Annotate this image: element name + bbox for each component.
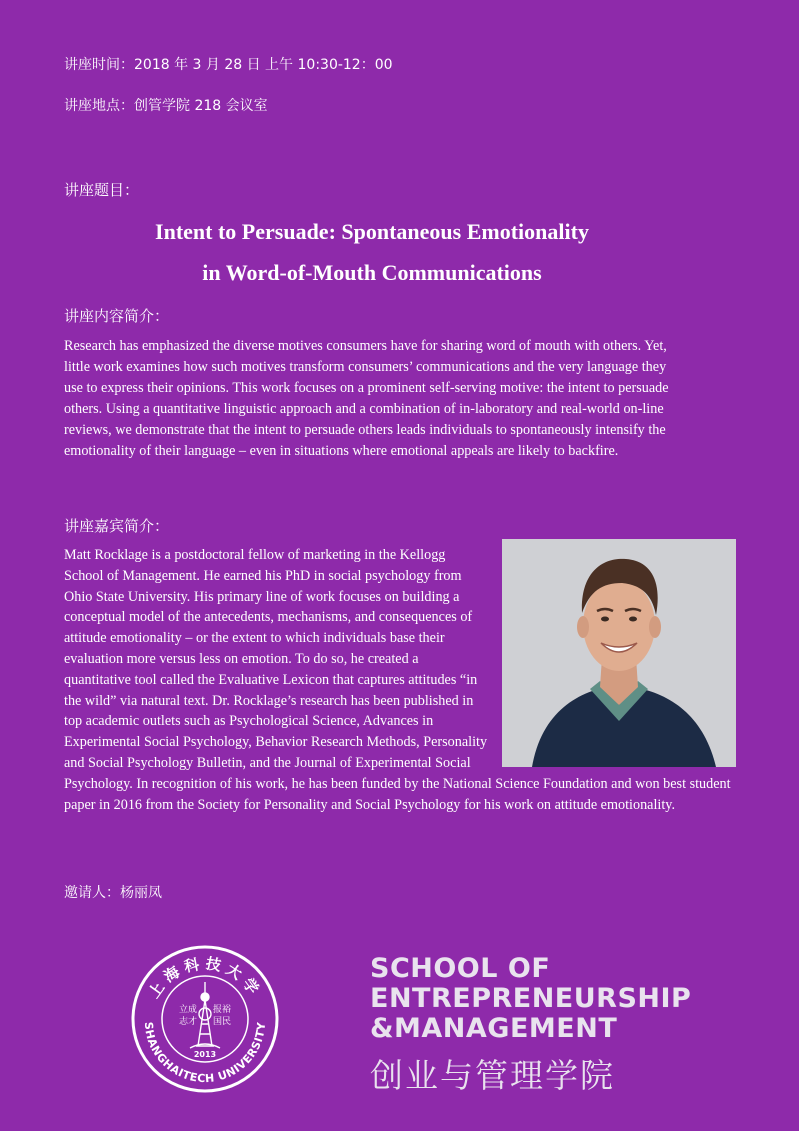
school-en-line3: &MANAGEMENT bbox=[370, 1013, 618, 1044]
seal-motto-left-1: 立成 bbox=[178, 1005, 198, 1015]
bio-section bbox=[64, 545, 736, 815]
seal-en-name: SHANGHAITECH UNIVERSITY bbox=[141, 1021, 269, 1086]
school-en-line2: ENTREPRENEURSHIP bbox=[370, 983, 692, 1014]
school-name-en bbox=[370, 954, 691, 1044]
university-seal-icon bbox=[130, 944, 280, 1098]
seal-year: 2013 bbox=[193, 1050, 217, 1059]
seal-motto-right-2: 国民 bbox=[212, 1017, 232, 1027]
abstract-text: Research has emphasized the diverse motives consumers have for sharing word of mouth with others. Yet, little work examines how such motives transform consumers’ communications and the very language they use to express their opinions. This work focuses on a prominent self-serving motive: the intent to persuade others. Using a quantitative linguistic approach and a combination of in-laboratory and real-world on-line reviews, we demonstrate that the intent to persuade others leads individuals to spontaneously intensify the emotionality of their language – even in situations where emotional appeals are likely to backfire. bbox=[64, 338, 669, 460]
school-en-line1: SCHOOL OF bbox=[370, 953, 551, 984]
bio-text: Matt Rocklage is a postdoctoral fellow of marketing in the Kellogg School of Management. He earned his PhD in social psychology from Ohio State University. His primary line of work focuses on building a conceptual model of the antecedents, mechanisms, and consequences of attitude emotionality – or the extent to which individuals base their evaluation more versus less on emotion. To do so, he created a quantitative tool called the Evaluative Lexicon that captures attitudes “in the wild” via natural text. Dr. Rocklage’s research has been published in top academic outlets such as Psychological Science, Advances in Experimental Social Psychology, Behavior Research Methods, Personality and Social Psychology Bulletin, and the Journal of Experimental Social Psychology. In recognition of his work, he has been funded by the National Science Foundation and won best student paper in 2016 from the Society for Personality and Social Psychology for his work on attitude emotionality. bbox=[64, 547, 731, 813]
lecture-time: 讲座时间：2018 年 3 月 28 日 上午 10:30-12：00 bbox=[64, 57, 393, 73]
seal-cn-name: 上海科技大学 bbox=[144, 954, 266, 1002]
seal-motto-right-1: 报裕 bbox=[212, 1005, 232, 1015]
lecture-title-line2: in Word-of-Mouth Communications bbox=[202, 260, 542, 285]
seal-motto-left-2: 志才 bbox=[178, 1017, 198, 1027]
speaker-portrait bbox=[502, 539, 736, 767]
topic-label: 讲座题目： bbox=[64, 181, 140, 199]
bio-label: 讲座嘉宾简介： bbox=[64, 517, 170, 535]
lecture-title-line1: Intent to Persuade: Spontaneous Emotionality bbox=[155, 219, 589, 244]
speaker-portrait-drawing bbox=[502, 539, 736, 767]
inviter: 邀请人：杨丽凤 bbox=[64, 885, 162, 901]
abstract-label: 讲座内容简介： bbox=[64, 307, 170, 325]
lecture-place: 讲座地点：创管学院 218 会议室 bbox=[64, 98, 268, 114]
school-name-cn: 创业与管理学院 bbox=[370, 1056, 615, 1095]
